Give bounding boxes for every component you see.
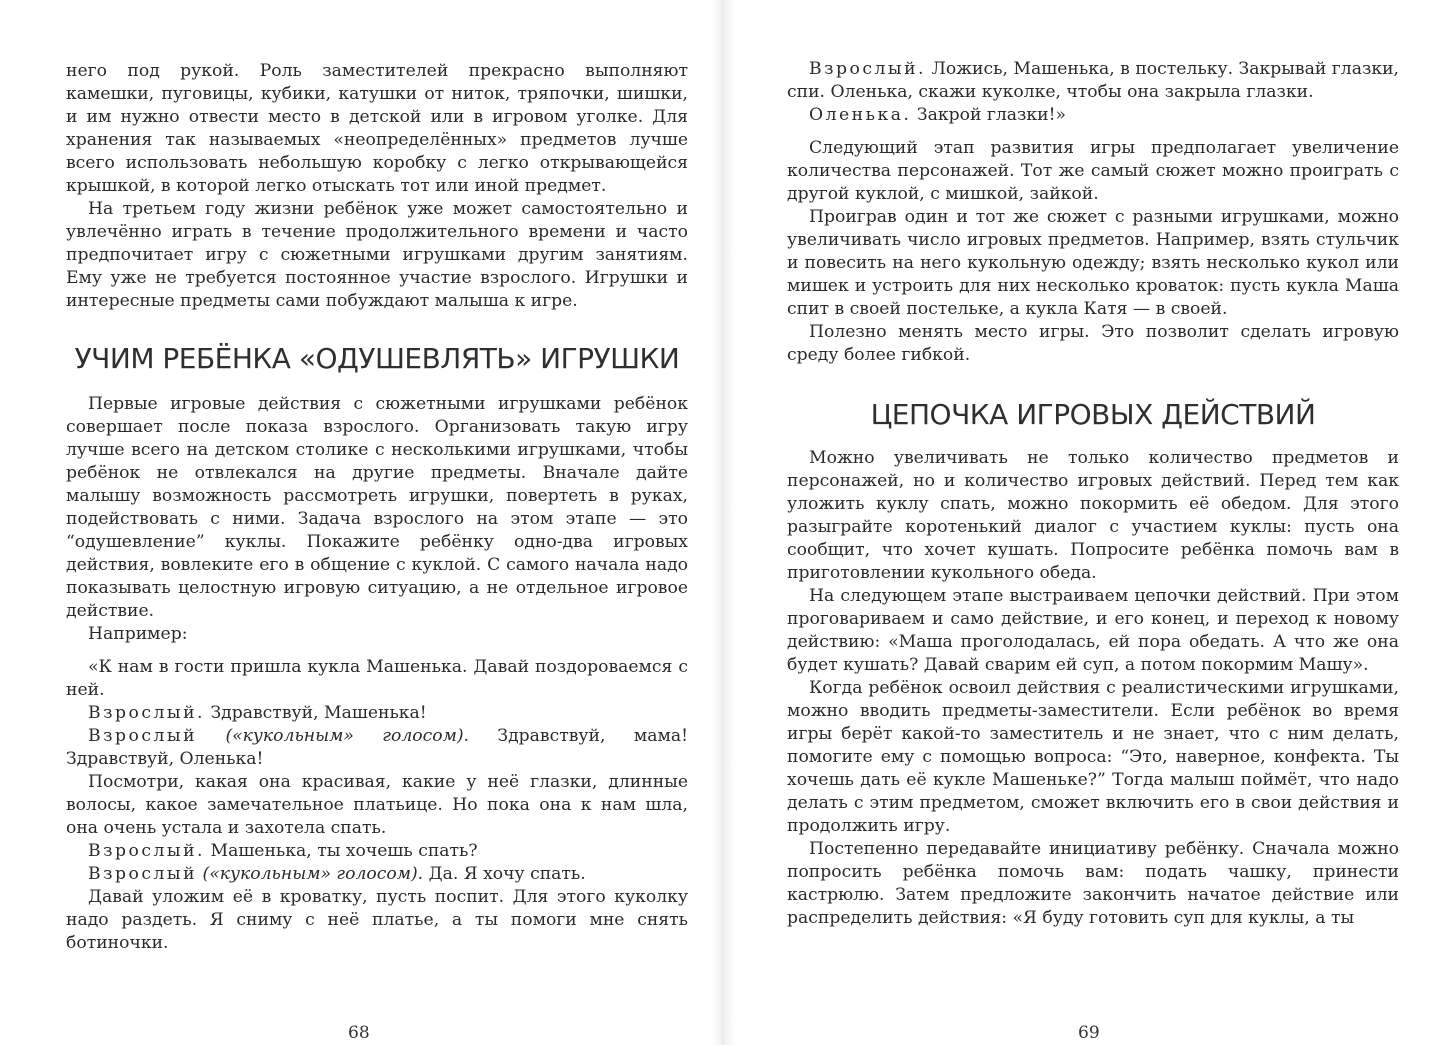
stage-direction: («кукольным» голосом).: [202, 864, 424, 884]
paragraph: Проиграв один и тот же сюжет с разными игрушками, можно увеличивать число игровых предметов. Например, взять стульчик и повесить на него кукольную одежду; взять несколько кукол или мишек и устроить для них несколько кроваток: пусть кукла Маша спит в своей постельке, а кукла Катя — в своей.: [787, 207, 1399, 319]
page-left: [0, 0, 723, 1045]
dialogue-line: [66, 863, 688, 886]
page-right: [723, 0, 1447, 1045]
speaker: Оленька.: [809, 105, 912, 125]
dialogue-text: Здравствуй, мама! Здравствуй, Оленька!: [66, 726, 688, 769]
speaker: Взрослый.: [88, 703, 205, 723]
dialogue-text: Закрой глазки!»: [916, 105, 1067, 125]
paragraph: На третьем году жизни ребёнок уже может самостоятельно и увлечённо играть в течение продолжительного времени и часто предпочитает игру с сюжетными игрушками другим занятиям. Ему уже не требуется постоянное участие взрослого. Игрушки и интересные предметы сами побуждают малыша к игре.: [66, 199, 688, 311]
quote-start: «К нам в гости пришла кукла Машенька. Давай поздороваемся с ней.: [66, 657, 688, 700]
paragraph: него под рукой. Роль заместителей прекрасно выполняют камешки, пуговицы, кубики, катушки от ниток, тряпочки, шишки, и им нужно отвести место в детской или в игровом уголке. Для хранения так называемых «неопределённых» предметов лучше всего использовать небольшую коробку с легко открывающейся крышкой, в которой легко отыскать тот или иной предмет.: [66, 61, 688, 196]
page-number: 68: [348, 1023, 370, 1043]
paragraph: Полезно менять место игры. Это позволит сделать игровую среду более гибкой.: [787, 322, 1399, 365]
stage-direction: («кукольным» голосом).: [225, 726, 469, 746]
paragraph: Когда ребёнок освоил действия с реалистическими игрушками, можно вводить предметы-заместители. Если ребёнок во время игры берёт какой-то заместитель и не знает, что с ним делать, помогите ему с помощью вопроса: “Это, наверное, конфекта. Ты хочешь дать её кукле Машеньке?” Тогда малыш поймёт, что надо делать с этим предметом, сможет включить его в свои действия и продолжить игру.: [787, 678, 1399, 836]
dialogue-line: [66, 725, 688, 771]
paragraph: Например:: [88, 624, 188, 644]
paragraph: На следующем этапе выстраиваем цепочки действий. При этом проговариваем и само действие, и его конец, и переход к новому действию: «Маша проголодалась, ей пора обедать. А что же она будет кушать? Давай сварим ей суп, а потом покормим Машу».: [787, 586, 1399, 675]
left-text-column: [66, 60, 688, 955]
dialogue-text: Ложись, Машенька, в постельку. Закрывай глазки, спи. Оленька, скажи куколке, чтобы она закрыла глазки.: [787, 59, 1399, 102]
dialogue-text: Здравствуй, Машенька!: [210, 703, 427, 723]
section-heading: ЦЕПОЧКА ИГРОВЫХ ДЕЙСТВИЙ: [870, 398, 1316, 431]
dialogue-line: [787, 104, 1399, 127]
dialogue-text: Да. Я хочу спать.: [428, 864, 586, 884]
paragraph: Давай уложим её в кроватку, пусть поспит. Для этого куколку надо раздеть. Я сниму с неё платье, а ты помоги мне снять ботиночки.: [66, 887, 688, 953]
section-heading: УЧИМ РЕБЁНКА «ОДУШЕВЛЯТЬ» ИГРУШКИ: [74, 342, 680, 375]
paragraph: Первые игровые действия с сюжетными игрушками ребёнок совершает после показа взрослого. Организовать такую игру лучше всего на детском столике с несколькими игрушками, чтобы ребёнок не отвлекался на другие предметы. Вначале дайте малышу возможность рассмотреть игрушки, повертеть в руках, подействовать с ними. Задача взрослого на этом этапе — это “одушевление” куклы. Покажите ребёнку одно-два игровых действия, вовлеките его в общение с куклой. С самого начала надо показывать целостную игровую ситуацию, а не отдельное игровое действие.: [66, 394, 688, 621]
dialogue-text: Машенька, ты хочешь спать?: [210, 841, 478, 861]
paragraph: Можно увеличивать не только количество предметов и персонажей, но и количество игровых действий. Перед тем как уложить куклу спать, можно покормить её обедом. Для этого разыграйте коротенький диалог с участием куклы: пусть она сообщит, что хочет кушать. Попросите ребёнка помочь вам в приготовлении кукольного обеда.: [787, 448, 1399, 583]
speaker: Взрослый: [88, 864, 198, 884]
speaker: Взрослый: [88, 726, 198, 746]
paragraph: Постепенно передавайте инициативу ребёнку. Сначала можно попросить ребёнка помочь вам: подать чашку, принести кастрюлю. Затем предложите закончить начатое действие или распределить действия: «Я буду готовить суп для куклы, а ты: [787, 839, 1399, 928]
dialogue-line: [66, 702, 688, 725]
paragraph: Следующий этап развития игры предполагает увеличение количества персонажей. Тот же самый сюжет можно проиграть с другой куклой, с мишкой, зайкой.: [787, 138, 1399, 204]
dialogue-line: [66, 840, 688, 863]
speaker: Взрослый.: [809, 59, 926, 79]
right-text-column: [787, 58, 1399, 930]
dialogue-line: [787, 58, 1399, 104]
paragraph: Посмотри, какая она красивая, какие у неё глазки, длинные волосы, какое замечательное платьице. Но пока она к нам шла, она очень устала и захотела спать.: [66, 772, 688, 838]
speaker: Взрослый.: [88, 841, 205, 861]
page-number: 69: [1078, 1023, 1100, 1043]
